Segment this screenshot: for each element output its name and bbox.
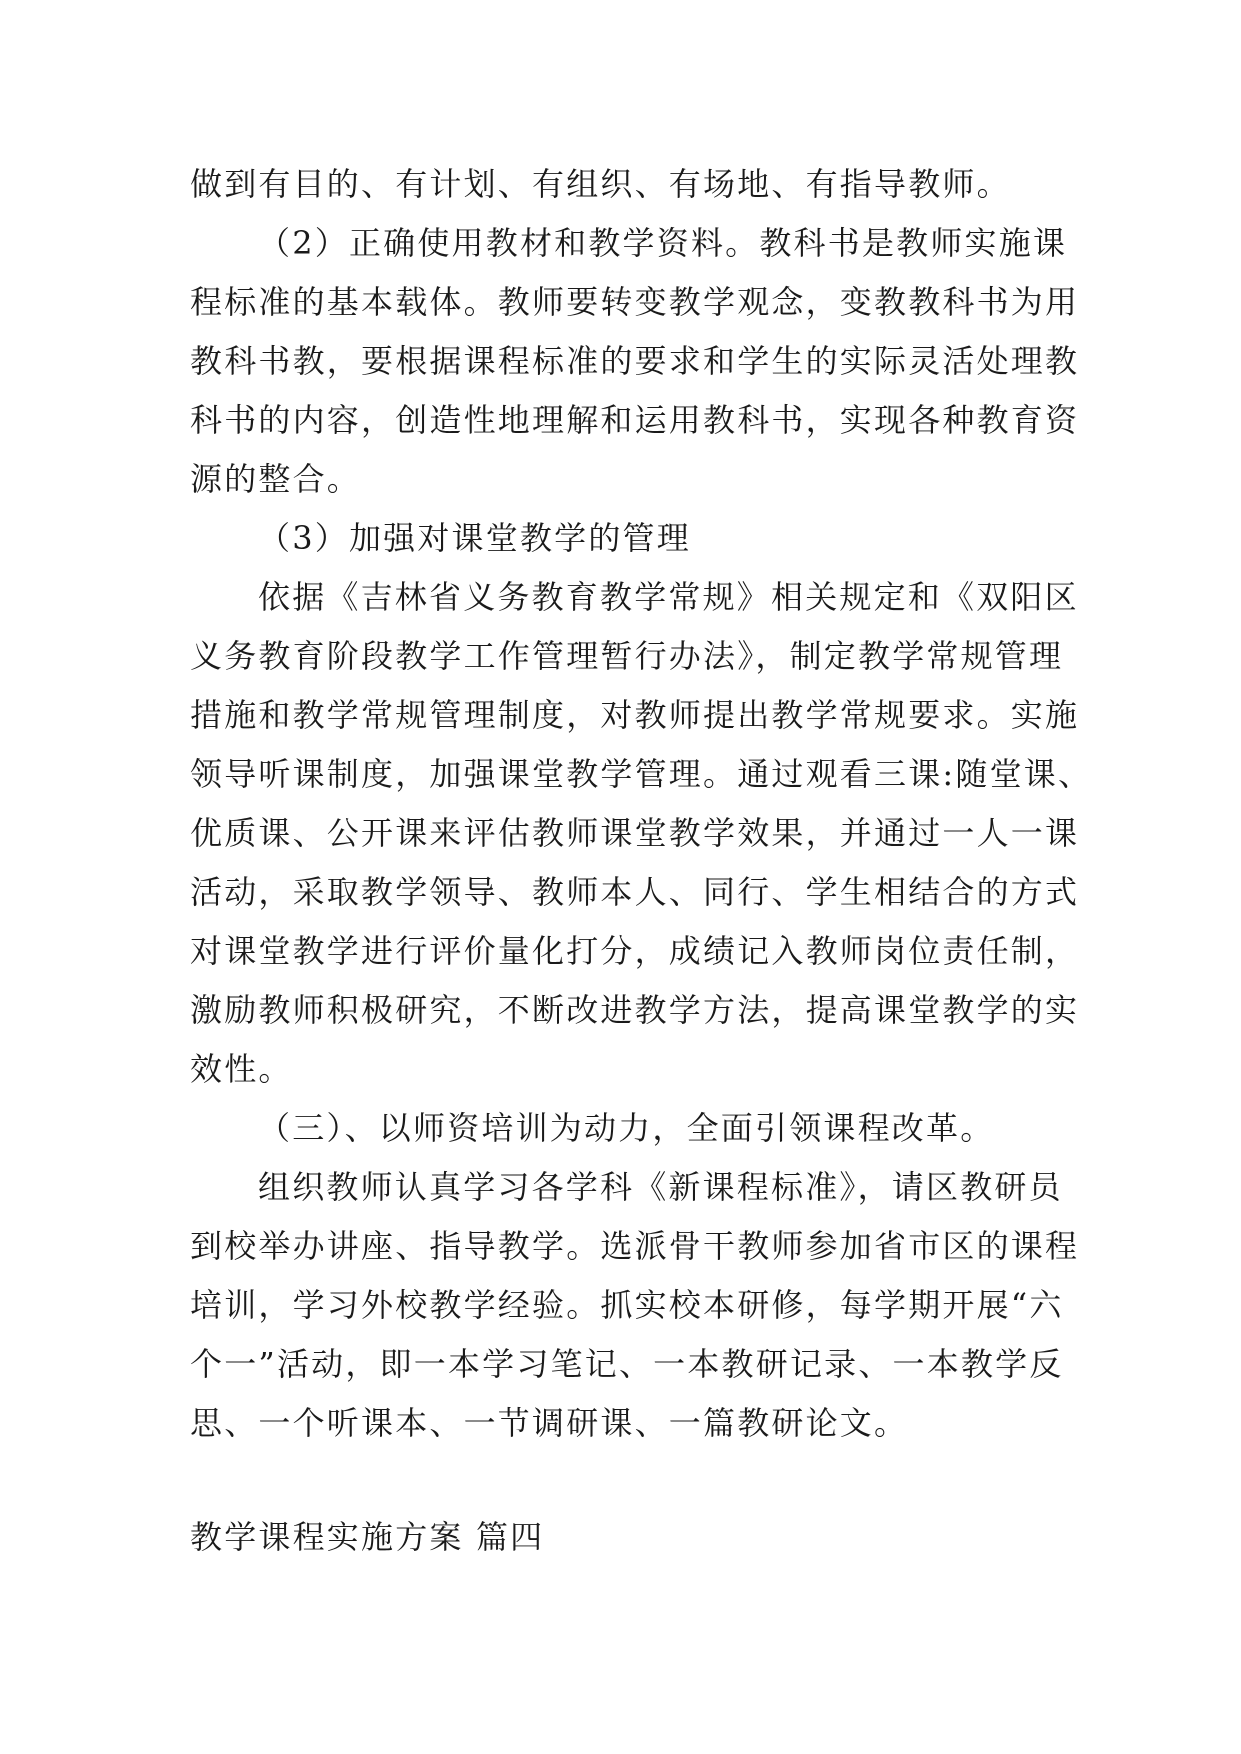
paragraph-line: 效性。 [190,1050,293,1088]
paragraph-line: 组织教师认真学习各学科《新课程标准》，请区教研员 [258,1168,1063,1206]
paragraph-line: 做到有目的、有计划、有组织、有场地、有指导教师。 [190,165,1011,203]
paragraph-line: 培训，学习外校教学经验。抓实校本研修，每学期开展“六 [190,1286,1064,1324]
paragraph-line: 优质课、公开课来评估教师课堂教学效果，并通过一人一课 [190,814,1080,852]
paragraph-line: （2）正确使用教材和教学资料。教科书是教师实施课 [258,224,1068,262]
subheading-line: （三）、以师资培训为动力，全面引领课程改革。 [258,1109,995,1147]
paragraph-line: 教科书教，要根据课程标准的要求和学生的实际灵活处理教 [190,342,1080,380]
section-heading: 教学课程实施方案 篇四 [190,1518,545,1556]
paragraph-line: 活动，采取教学领导、教师本人、同行、学生相结合的方式 [190,873,1080,911]
paragraph-line: 个一”活动，即一本学习笔记、一本教研记录、一本教学反 [190,1345,1064,1383]
paragraph-line: 对课堂教学进行评价量化打分，成绩记入教师岗位责任制， [190,932,1080,970]
paragraph-line: 措施和教学常规管理制度，对教师提出教学常规要求。实施 [190,696,1080,734]
paragraph-line: 到校举办讲座、指导教学。选派骨干教师参加省市区的课程 [190,1227,1080,1265]
paragraph-line: 义务教育阶段教学工作管理暂行办法》，制定教学常规管理 [190,637,1064,675]
paragraph-line: 科书的内容，创造性地理解和运用教科书，实现各种教育资 [190,401,1080,439]
paragraph-line: 源的整合。 [190,460,362,498]
subheading-line: （3）加强对课堂教学的管理 [258,519,691,557]
paragraph-line: 依据《吉林省义务教育教学常规》相关规定和《双阳区 [258,578,1079,616]
paragraph-line: 思、一个听课本、一节调研课、一篇教研论文。 [190,1404,909,1442]
paragraph-line: 激励教师积极研究，不断改进教学方法，提高课堂教学的实 [190,991,1080,1029]
paragraph-line: 领导听课制度，加强课堂教学管理。通过观看三课:随堂课、 [190,755,1093,793]
paragraph-line: 程标准的基本载体。教师要转变教学观念，变教教科书为用 [190,283,1080,321]
